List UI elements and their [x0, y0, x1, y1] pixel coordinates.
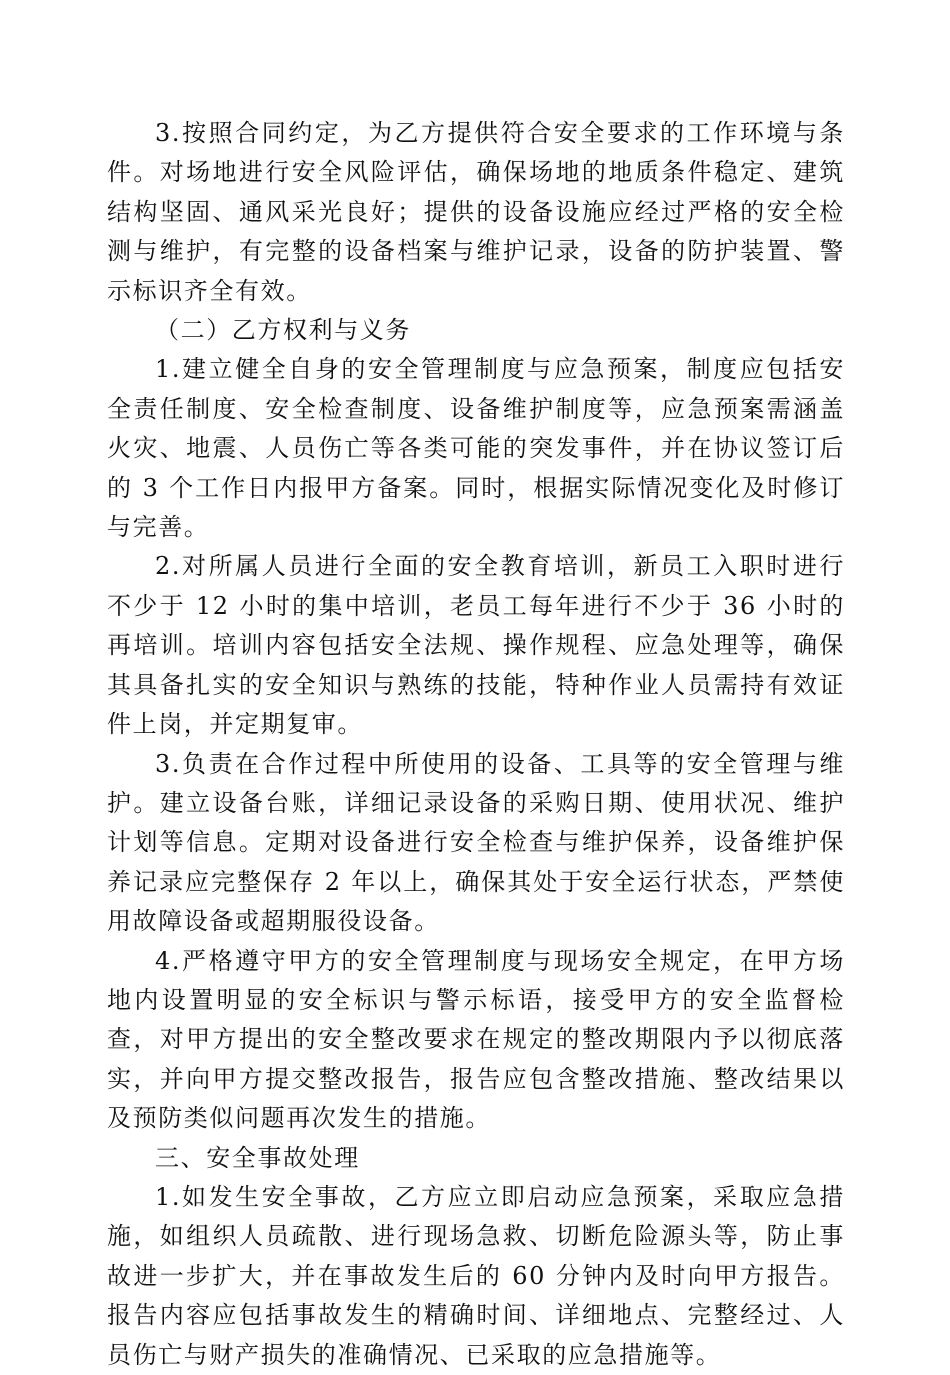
- document-page: [107, 114, 845, 1375]
- section-heading-accident-handling: 三、安全事故处理: [155, 1143, 360, 1172]
- paragraph-safety-training: 2.对所属人员进行全面的安全教育培训，新员工入职时进行不少于 12 小时的集中培训，老员工每年进行不少于 36 小时的再培训。培训内容包括安全法规、操作规程、应急处理等，确保其具备扎实的安全知识与熟练的技能，特种作业人员需持有效证件上岗，并定期复审。: [107, 552, 845, 739]
- paragraph-equipment-maintenance: 3.负责在合作过程中所使用的设备、工具等的安全管理与维护。建立设备台账，详细记录设备的采购日期、使用状况、维护计划等信息。定期对设备进行安全检查与维护保养，设备维护保养记录应完整保存 2 年以上，确保其处于安全运行状态，严禁使用故障设备或超期服役设备。: [107, 749, 845, 936]
- section-heading-party-b-rights: （二）乙方权利与义务: [155, 316, 411, 345]
- paragraph-comply-site-rules: 4.严格遵守甲方的安全管理制度与现场安全规定，在甲方场地内设置明显的安全标识与警示标语，接受甲方的安全监督检查，对甲方提出的安全整改要求在规定的整改期限内予以彻底落实，并向甲方提交整改报告，报告应包含整改措施、整改结果以及预防类似问题再次发生的措施。: [107, 946, 845, 1133]
- paragraph-accident-response: 1.如发生安全事故，乙方应立即启动应急预案，采取应急措施，如组织人员疏散、进行现场急救、切断危险源头等，防止事故进一步扩大，并在事故发生后的 60 分钟内及时向甲方报告。报告内容应包括事故发生的精确时间、详细地点、完整经过、人员伤亡与财产损失的准确情况、已采取的应急措施等。: [107, 1182, 845, 1369]
- paragraph-safety-management-system: 1.建立健全自身的安全管理制度与应急预案，制度应包括安全责任制度、安全检查制度、设备维护制度等，应急预案需涵盖火灾、地震、人员伤亡等各类可能的突发事件，并在协议签订后的 3 个工作日内报甲方备案。同时，根据实际情况变化及时修订与完善。: [107, 355, 845, 542]
- paragraph-provide-work-environment: 3.按照合同约定，为乙方提供符合安全要求的工作环境与条件。对场地进行安全风险评估，确保场地的地质条件稳定、建筑结构坚固、通风采光良好；提供的设备设施应经过严格的安全检测与维护，有完整的设备档案与维护记录，设备的防护装置、警示标识齐全有效。: [107, 119, 845, 305]
